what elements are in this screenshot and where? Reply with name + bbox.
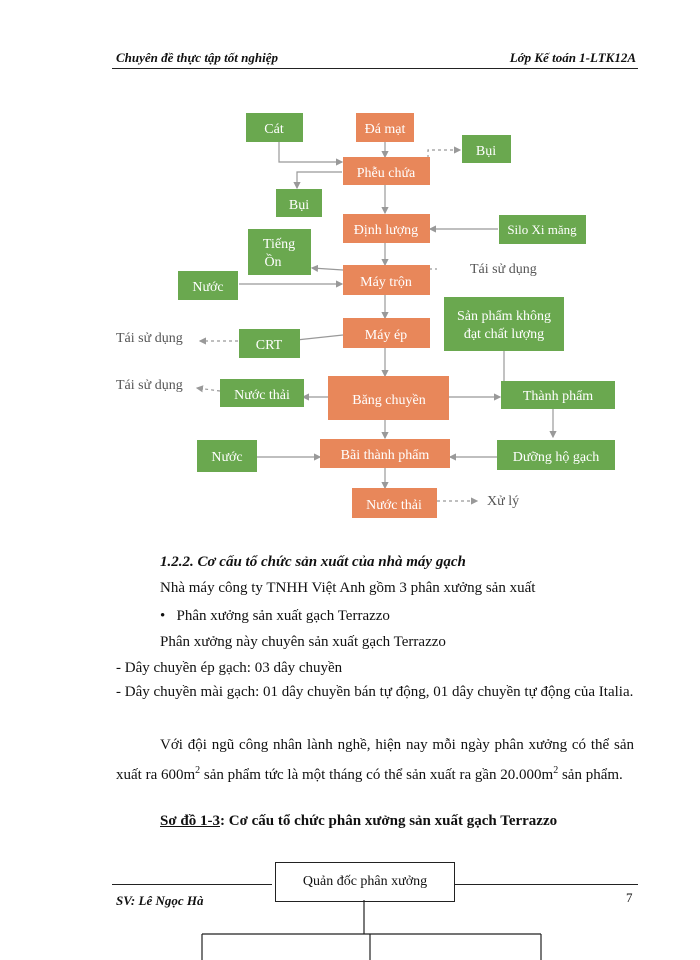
org-top-label: Quản đốc phân xưởng — [302, 874, 428, 889]
box-bui-top-label: Bụi — [475, 144, 497, 159]
page-number: 7 — [626, 890, 633, 905]
label-tai-su-dung-crt: Tái sử dụng — [116, 331, 183, 346]
label-xu-ly: Xử lý — [487, 494, 520, 509]
box-nuoc-thai-2-label: Nước thải — [366, 498, 422, 513]
box-thanh-pham-label: Thành phẩm — [522, 389, 594, 404]
box-da-mat-label: Đá mạt — [364, 122, 406, 137]
box-bui-left-label: Bụi — [288, 198, 310, 213]
production-flow-diagram — [0, 95, 700, 530]
box-nuoc-thai-1-label: Nước thải — [234, 388, 290, 403]
paragraph-1: Nhà máy công ty TNHH Việt Anh gồm 3 phân xưởng sản xuất — [160, 580, 536, 596]
header-rule — [112, 68, 638, 69]
figure-caption — [160, 813, 557, 830]
box-duong-ho-gach-label: Dưỡng hộ gạch — [512, 450, 600, 465]
bullet-icon: • — [160, 608, 177, 624]
caption-text: : Cơ cấu tổ chức phân xưởng sản xuất gạch Terrazzo — [220, 813, 558, 829]
paragraph-3-part-b: sản phẩm tức là một tháng có thể sản xuất ra gần 20.000m — [200, 767, 554, 783]
box-sp-khong-dat-label-2: đạt chất lượng — [463, 327, 545, 342]
header-right: Lớp Kế toán 1-LTK12A — [509, 50, 636, 65]
org-connectors — [0, 900, 700, 960]
paragraph-2: Phân xưởng này chuyên sản xuất gạch Terrazzo — [160, 634, 446, 650]
org-top-box — [275, 862, 455, 902]
box-silo-label: Silo Xi măng — [507, 222, 577, 237]
paragraph-3-part-c: sản phẩm. — [558, 767, 623, 783]
section-heading: 1.2.2. Cơ cấu tổ chức sản xuất của nhà máy gạch — [160, 554, 466, 570]
box-sp-khong-dat — [444, 297, 564, 351]
footer-author: SV: Lê Ngọc Hà — [116, 893, 204, 908]
sup-1: 2 — [195, 765, 201, 776]
box-bai-thanh-pham-label: Bãi thành phẩm — [340, 448, 430, 463]
caption-label: Sơ đồ 1-3 — [160, 813, 220, 829]
bullet-text: Phân xưởng sản xuất gạch Terrazzo — [176, 608, 390, 624]
bullet-item — [160, 606, 390, 626]
paragraph-3 — [116, 733, 634, 788]
label-tai-su-dung-silo: Tái sử dụng — [470, 262, 537, 277]
paragraph-3-part-a: Với đội ngũ công nhân lành nghề, hiện nay mỗi ngày phân xưởng có thể sản xuất ra 600m — [116, 737, 634, 783]
header-left: Chuyên đề thực tập tốt nghiệp — [116, 50, 278, 65]
box-sp-khong-dat-label-1: Sản phẩm không — [456, 309, 552, 324]
box-cat-label: Cát — [264, 122, 284, 137]
sup-2: 2 — [553, 765, 559, 776]
box-dinh-luong-label: Định lượng — [353, 223, 419, 238]
footer-rule-left — [112, 884, 272, 885]
box-bang-chuyen-label: Băng chuyền — [352, 393, 426, 408]
box-tieng-on-label-2: Ồn — [264, 255, 282, 270]
box-nuoc-2-label: Nước — [211, 450, 243, 465]
box-crt-label: CRT — [255, 338, 283, 353]
box-may-ep-label: Máy ép — [364, 328, 408, 343]
label-tai-su-dung-nuoc-thai: Tái sử dụng — [116, 378, 183, 393]
box-pheu-chua-label: Phễu chứa — [356, 166, 416, 181]
box-may-tron-label: Máy trộn — [360, 275, 412, 290]
box-nuoc-1-label: Nước — [192, 280, 224, 295]
box-tieng-on-label-1: Tiếng — [262, 237, 296, 252]
footer-rule-right — [455, 884, 638, 885]
line-1: - Dây chuyền ép gạch: 03 dây chuyền — [116, 660, 343, 676]
line-2: - Dây chuyền mài gạch: 01 dây chuyền bán tự động, 01 dây chuyền tự động của Italia. — [116, 684, 634, 700]
